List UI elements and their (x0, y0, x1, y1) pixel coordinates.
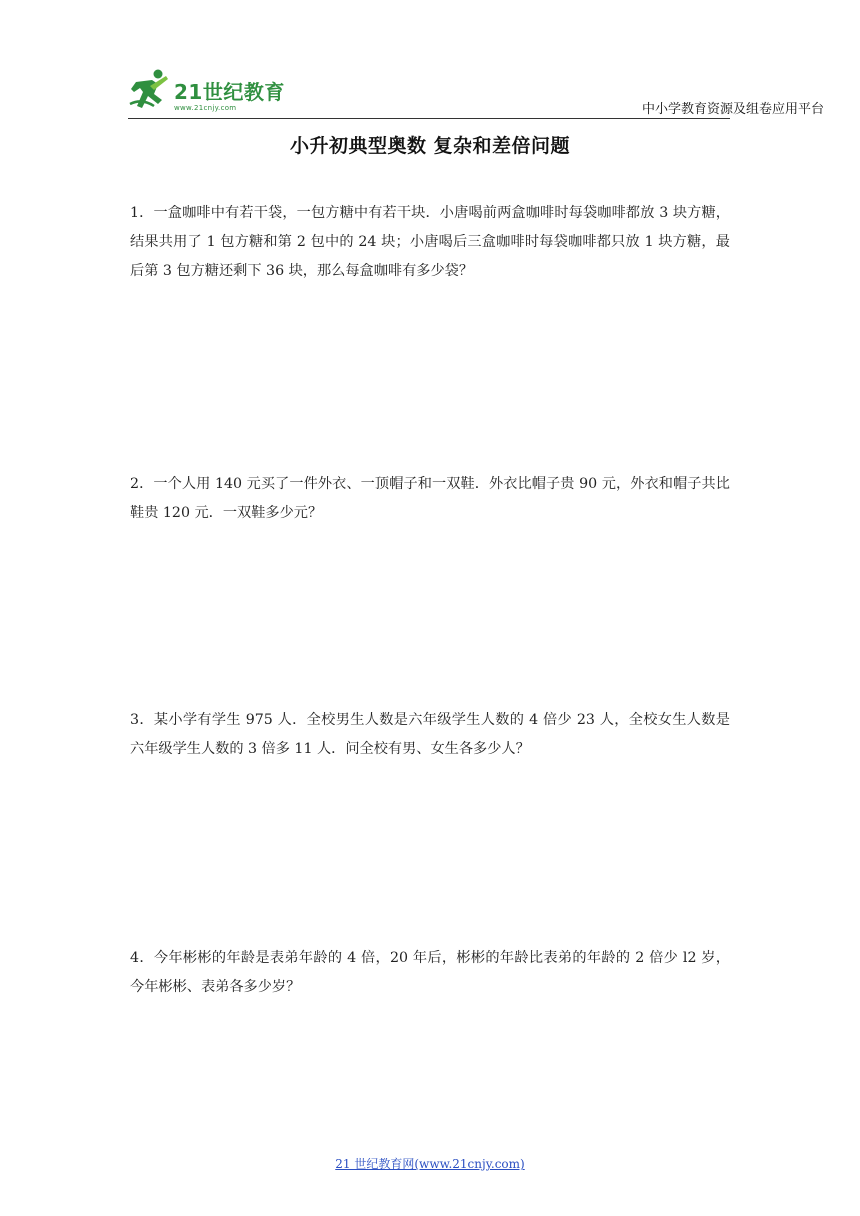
platform-name: 中小学教育资源及组卷应用平台 (641, 102, 824, 117)
page-title: 小升初典型奥数 复杂和差倍问题 (289, 135, 571, 157)
logo-text: 21世纪教育 (174, 80, 285, 104)
logo (128, 68, 318, 116)
problem-4: 4．今年彬彬的年龄是表弟年龄的 4 倍，20 年后，彬彬的年龄比表弟的年龄的 2 倍少 l2 岁，今年彬彬、表弟各多少岁？ (130, 950, 730, 995)
logo-url: www.21cnjy.com (174, 104, 237, 112)
page-header (128, 64, 824, 120)
header-divider (128, 118, 730, 119)
problem-3: 3．某小学有学生 975 人．全校男生人数是六年级学生人数的 4 倍少 23 人，全校女生人数是六年级学生人数的 3 倍多 11 人．问全校有男、女生各多少人？ (130, 712, 730, 757)
problem-2: 2．一个人用 140 元买了一件外衣、一顶帽子和一双鞋．外衣比帽子贵 90 元，外衣和帽子共比鞋贵 120 元．一双鞋多少元？ (130, 476, 730, 521)
footer-link[interactable]: 21 世纪教育网(www.21cnjy.com) (335, 1157, 525, 1171)
problem-1: 1．一盒咖啡中有若干袋，一包方糖中有若干块．小唐喝前两盒咖啡时每袋咖啡都放 3 块方糖，结果共用了 1 包方糖和第 2 包中的 24 块；小唐喝后三盒咖啡时每袋咖啡都只放 1 块方糖，最后第 3 包方糖还剩下 36 块，那么每盒咖啡有多少袋？ (130, 205, 730, 279)
runner-logo-icon (128, 68, 172, 114)
